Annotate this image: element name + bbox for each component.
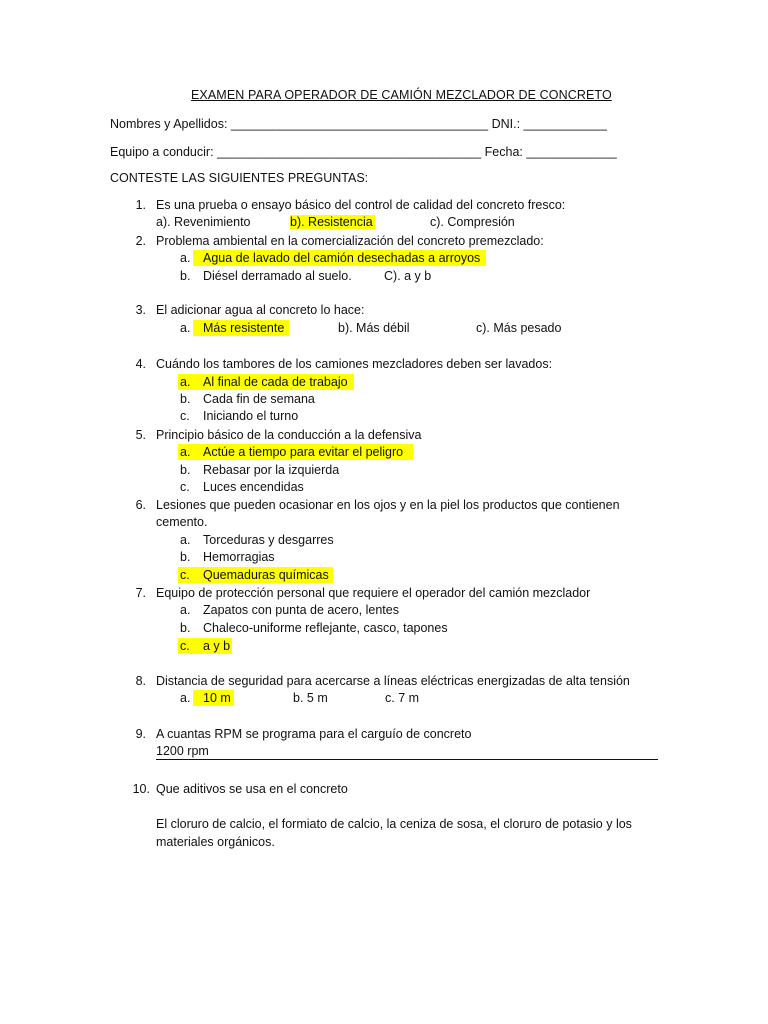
option-a-correct: Más resistente <box>203 321 285 335</box>
option-letter: c. <box>180 409 190 423</box>
option-letter: c. <box>180 639 190 653</box>
question-text: Equipo de protección personal que requiere el operador del camión mezclador <box>156 586 591 600</box>
question-number: 4. <box>135 357 146 371</box>
page-title: EXAMEN PARA OPERADOR DE CAMIÓN MEZCLADOR DE CONCRETO <box>191 88 612 102</box>
option-c-correct: a y b <box>203 639 231 653</box>
option-b: Cada fin de semana <box>203 392 315 406</box>
option-letter: a. <box>180 691 191 705</box>
option-letter: a. <box>180 321 191 335</box>
option-c: c). Compresión <box>430 215 515 229</box>
option-letter: a. <box>180 445 191 459</box>
option-b: Chaleco-uniforme reflejante, casco, tapones <box>203 621 448 635</box>
question-number: 5. <box>135 428 146 442</box>
option-b-correct: b). Resistencia <box>290 215 373 229</box>
option-letter: b. <box>180 463 191 477</box>
question-number: 9. <box>135 727 146 741</box>
option-letter: c. <box>180 480 190 494</box>
question-number: 1. <box>135 198 146 212</box>
question-number: 2. <box>135 234 146 248</box>
option-letter: a. <box>180 603 191 617</box>
option-c: c. 7 m <box>385 691 420 705</box>
option-letter: a. <box>180 533 191 547</box>
option-c: C). a y b <box>384 269 432 283</box>
option-c: c). Más pesado <box>476 321 562 335</box>
option-letter: a. <box>180 375 191 389</box>
option-letter: b. <box>180 269 191 283</box>
answer-underline <box>156 759 658 760</box>
answer-text: El cloruro de calcio, el formiato de calcio, la ceniza de sosa, el cloruro de potasio y los materiales orgánicos. <box>156 817 632 849</box>
option-b: Diésel derramado al suelo. <box>203 269 352 283</box>
option-letter: c. <box>180 568 190 582</box>
question-number: 7. <box>135 586 146 600</box>
question-text: Problema ambiental en la comercialización del concreto premezclado: <box>156 234 544 248</box>
question-text: Principio básico de la conducción a la defensiva <box>156 428 422 442</box>
option-letter: b. <box>180 550 191 564</box>
option-a-correct: Agua de lavado del camión desechadas a arroyos <box>203 251 481 265</box>
question-text: Que aditivos se usa en el concreto <box>156 782 348 796</box>
question-number: 8. <box>135 674 146 688</box>
option-a-correct: Al final de cada de trabajo <box>203 375 348 389</box>
option-a-correct: Actúe a tiempo para evitar el peligro <box>203 445 404 459</box>
question-number: 10. <box>132 782 150 796</box>
question-text-continued: cemento. <box>156 515 208 529</box>
question-text: Lesiones que pueden ocasionar en los ojos y en la piel los productos que contienen <box>156 498 620 512</box>
option-letter: b. <box>180 392 191 406</box>
question-number: 6. <box>135 498 146 512</box>
name-dni-field: Nombres y Apellidos: _____________________________________ DNI.: ____________ <box>110 117 607 131</box>
question-number: 3. <box>135 303 146 317</box>
option-c: Iniciando el turno <box>203 409 299 423</box>
question-text: Es una prueba o ensayo básico del control de calidad del concreto fresco: <box>156 198 566 212</box>
question-text: El adicionar agua al concreto lo hace: <box>156 303 365 317</box>
option-b: Hemorragias <box>203 550 275 564</box>
option-c: Luces encendidas <box>203 480 304 494</box>
answer-text: 1200 rpm <box>156 744 209 758</box>
option-a: Torceduras y desgarres <box>203 533 334 547</box>
option-letter: b. <box>180 621 191 635</box>
question-text: Cuándo los tambores de los camiones mezcladores deben ser lavados: <box>156 357 553 371</box>
option-a-correct: 10 m <box>203 691 231 705</box>
option-a: a). Revenimiento <box>156 215 251 229</box>
instructions: CONTESTE LAS SIGUIENTES PREGUNTAS: <box>110 171 369 185</box>
option-b: Rebasar por la izquierda <box>203 463 340 477</box>
equipment-date-field: Equipo a conducir: ______________________________________ Fecha: _____________ <box>110 145 617 159</box>
question-text: Distancia de seguridad para acercarse a líneas eléctricas energizadas de alta tensión <box>156 674 630 688</box>
question-text: A cuantas RPM se programa para el carguío de concreto <box>156 727 472 741</box>
option-c-correct: Quemaduras químicas <box>203 568 329 582</box>
option-b: b. 5 m <box>293 691 328 705</box>
option-letter: a. <box>180 251 191 265</box>
option-a: Zapatos con punta de acero, lentes <box>203 603 399 617</box>
option-b: b). Más débil <box>338 321 410 335</box>
